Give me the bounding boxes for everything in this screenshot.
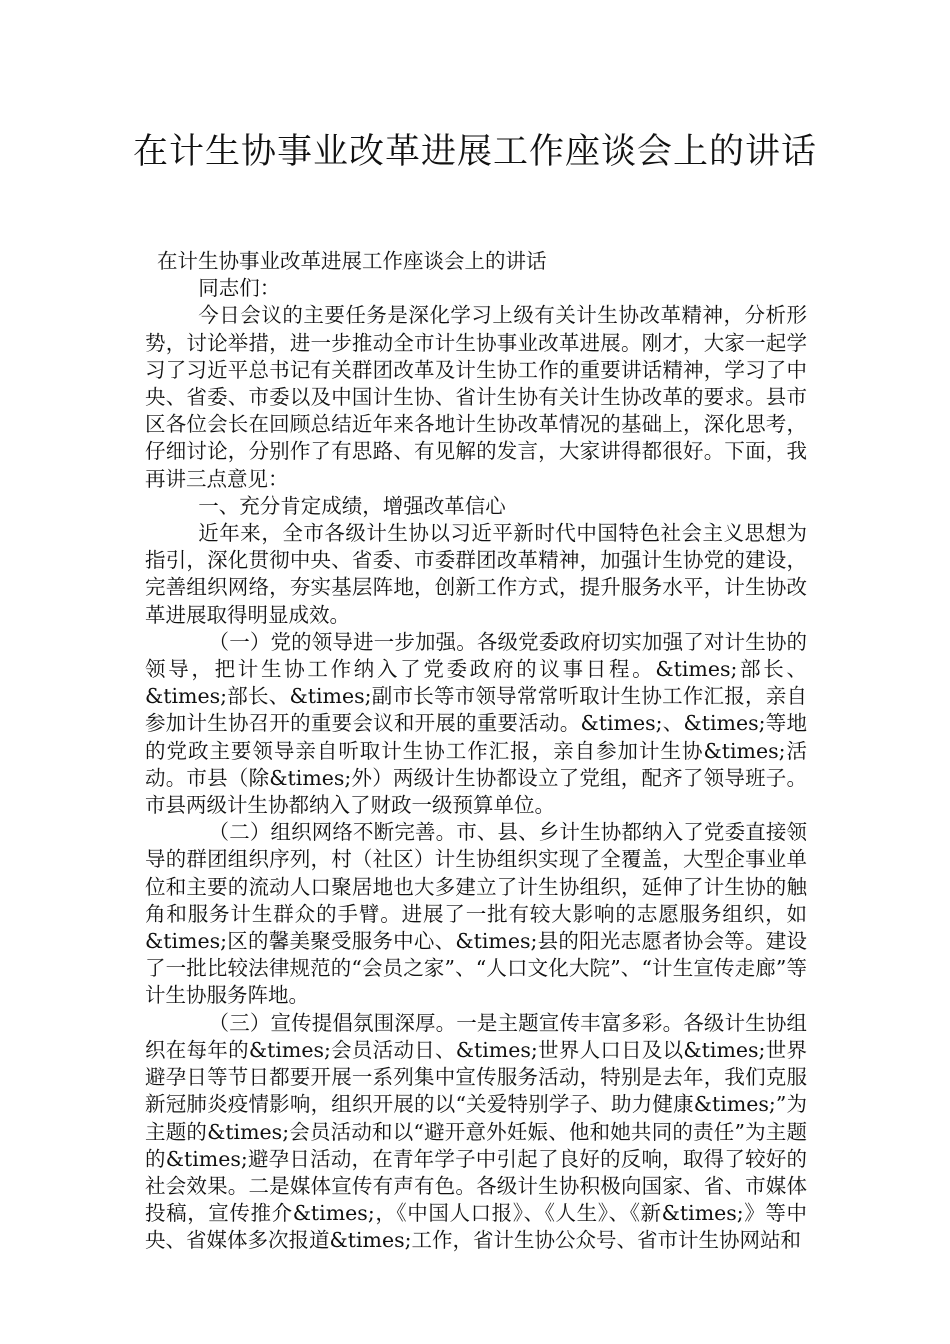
paragraph-organization-network: （二）组织网络不断完善。市、县、乡计生协都纳入了党委直接领导的群团组织序列，村（社区）计生协组织实现了全覆盖，大型企事业单位和主要的流动人口聚居地也大多建立了计生协组织，延伸了计生协的触角和服务计生群众的手臂。进展了一批有较大影响的志愿服务组织，如&times;区的馨美聚受服务中心、&times;县的阳光志愿者协会等。建设了一批比较法律规范的“会员之家”、“人口文化大院”、“计生宣传走廊”等计生协服务阵地。 — [145, 820, 807, 1008]
paragraph-achievements: 近年来，全市各级计生协以习近平新时代中国特色社会主义思想为指引，深化贯彻中央、省委、市委群团改革精神，加强计生协党的建设，完善组织网络，夯实基层阵地，创新工作方式，提升服务水平，计生协改革进展取得明显成效。 — [145, 521, 807, 627]
paragraph-publicity: （三）宣传提倡氛围深厚。一是主题宣传丰富多彩。各级计生协组织在每年的&times;会员活动日、&times;世界人口日及以&times;世界避孕日等节日都要开展一系列集中宣传服务活动，特别是去年，我们克服新冠肺炎疫情影响，组织开展的以“关爱特别学子、助力健康&times;”为主题的&times;会员活动和以“避开意外妊娠、他和她共同的责任”为主题的&times;避孕日活动，在青年学子中引起了良好的反响，取得了较好的社会效果。二是媒体宣传有声有色。各级计生协积极向国家、省、市媒体投稿，宣传推介&times;，《中国人口报》、《人生》、《新&times;》等中央、省媒体多次报道&times;工作，省计生协公众号、省市计生协网站和 — [145, 1010, 807, 1253]
salutation: 同志们： — [198, 276, 281, 301]
document-subtitle: 在计生协事业改革进展工作座谈会上的讲话 — [157, 249, 547, 273]
paragraph-intro: 今日会议的主要任务是深化学习上级有关计生协改革精神，分析形势，讨论举措，进一步推动全市计生协事业改革进展。刚才，大家一起学习了习近平总书记有关群团改革及计生协工作的重要讲话精神，学习了中央、省委、市委以及中国计生协、省计生协有关计生协改革的要求。县市区各位会长在回顾总结近年来各地计生协改革情况的基础上，深化思考，仔细讨论，分别作了有思路、有见解的发言，大家讲得都很好。下面，我再讲三点意见： — [145, 303, 807, 491]
document-title: 在计生协事业改革进展工作座谈会上的讲话 — [132, 132, 817, 172]
document-body — [145, 248, 807, 1255]
paragraph-party-leadership: （一）党的领导进一步加强。各级党委政府切实加强了对计生协的领导，把计生协工作纳入了党委政府的议事日程。&times;部长、&times;部长、&times;副市长等市领导常常听取计生协工作汇报，亲自参加计生协召开的重要会议和开展的重要活动。&times;、&times;等地的党政主要领导亲自听取计生协工作汇报，亲自参加计生协&times;活动。市县（除&times;外）两级计生协都设立了党组，配齐了领导班子。市县两级计生协都纳入了财政一级预算单位。 — [145, 629, 807, 818]
section-heading-1: 一、充分肯定成绩，增强改革信心 — [198, 493, 506, 518]
